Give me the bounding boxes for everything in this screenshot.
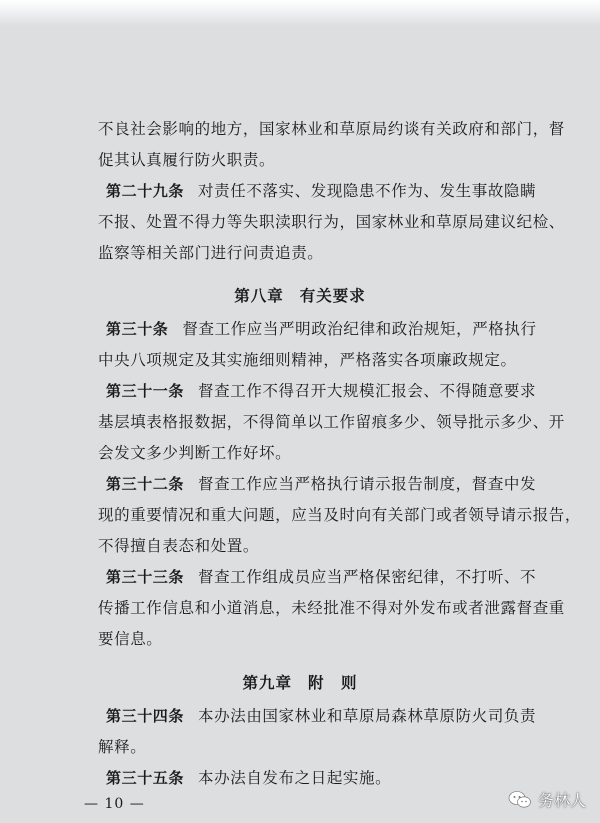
article-number: 第三十四条 bbox=[106, 707, 185, 725]
chapter-title: 附 则 bbox=[308, 674, 358, 692]
article-number: 第三十条 bbox=[106, 320, 169, 338]
article-text: 督查工作应当严格执行请示报告制度，督查中发 bbox=[198, 475, 537, 493]
article-number: 第三十五条 bbox=[106, 769, 185, 787]
article-text: 督查工作应当严明政治纪律和政治规矩，严格执行 bbox=[182, 320, 537, 338]
chapter-number: 第九章 bbox=[242, 674, 292, 692]
watermark-text: 务林人 bbox=[537, 791, 586, 810]
article-number: 第三十二条 bbox=[106, 475, 185, 493]
text-line: 不良社会影响的地方，国家林业和草原局约谈有关政府和部门，督 bbox=[98, 120, 565, 138]
text-line: 现的重要情况和重大问题，应当及时向有关部门或者领导请示报告， bbox=[98, 506, 582, 524]
text-line: 监察等相关部门进行问责追责。 bbox=[98, 244, 324, 262]
article-text: 督查工作组成员应当严格保密纪律，不打听、不 bbox=[198, 568, 537, 586]
chapter-number: 第八章 bbox=[234, 287, 284, 305]
document-page bbox=[0, 26, 600, 823]
chapter-9-heading bbox=[0, 671, 600, 693]
article-text: 对责任不落实、发现隐患不作为、发生事故隐瞒 bbox=[198, 182, 537, 200]
article-text: 本办法自发布之日起实施。 bbox=[198, 769, 392, 787]
text-line: 传播工作信息和小道消息，未经批准不得对外发布或者泄露督查重 bbox=[98, 599, 565, 617]
article-31-first-line bbox=[106, 381, 536, 401]
article-number: 第三十一条 bbox=[106, 382, 185, 400]
page-top-edge bbox=[0, 0, 600, 26]
text-line: 中央八项规定及其实施细则精神，严格落实各项廉政规定。 bbox=[98, 351, 517, 369]
article-30-first-line bbox=[106, 319, 537, 339]
article-34-first-line bbox=[106, 706, 536, 726]
chapter-8-heading bbox=[0, 284, 600, 306]
chapter-title: 有关要求 bbox=[299, 287, 366, 305]
watermark bbox=[508, 788, 586, 811]
page-number: — 10 — bbox=[84, 796, 145, 812]
article-number: 第二十九条 bbox=[106, 182, 185, 200]
text-line: 不得擅自表态和处置。 bbox=[98, 537, 260, 555]
text-line: 促其认真履行防火职责。 bbox=[98, 151, 276, 169]
article-35-first-line bbox=[106, 768, 391, 788]
article-32-first-line bbox=[106, 474, 536, 494]
text-line: 解释。 bbox=[98, 738, 147, 756]
wechat-icon bbox=[508, 790, 532, 810]
article-number: 第三十三条 bbox=[106, 568, 185, 586]
text-line: 会发文多少判断工作好坏。 bbox=[98, 444, 292, 462]
article-text: 督查工作不得召开大规模汇报会、不得随意要求 bbox=[198, 382, 537, 400]
article-29-first-line bbox=[106, 181, 536, 201]
text-line: 基层填表格报数据，不得简单以工作留痕多少、领导批示多少、开 bbox=[98, 413, 565, 431]
text-line: 要信息。 bbox=[98, 630, 163, 648]
article-33-first-line bbox=[106, 567, 536, 587]
article-text: 本办法由国家林业和草原局森林草原防火司负责 bbox=[198, 707, 537, 725]
text-line: 不报、处置不得力等失职渎职行为，国家林业和草原局建议纪检、 bbox=[98, 213, 565, 231]
